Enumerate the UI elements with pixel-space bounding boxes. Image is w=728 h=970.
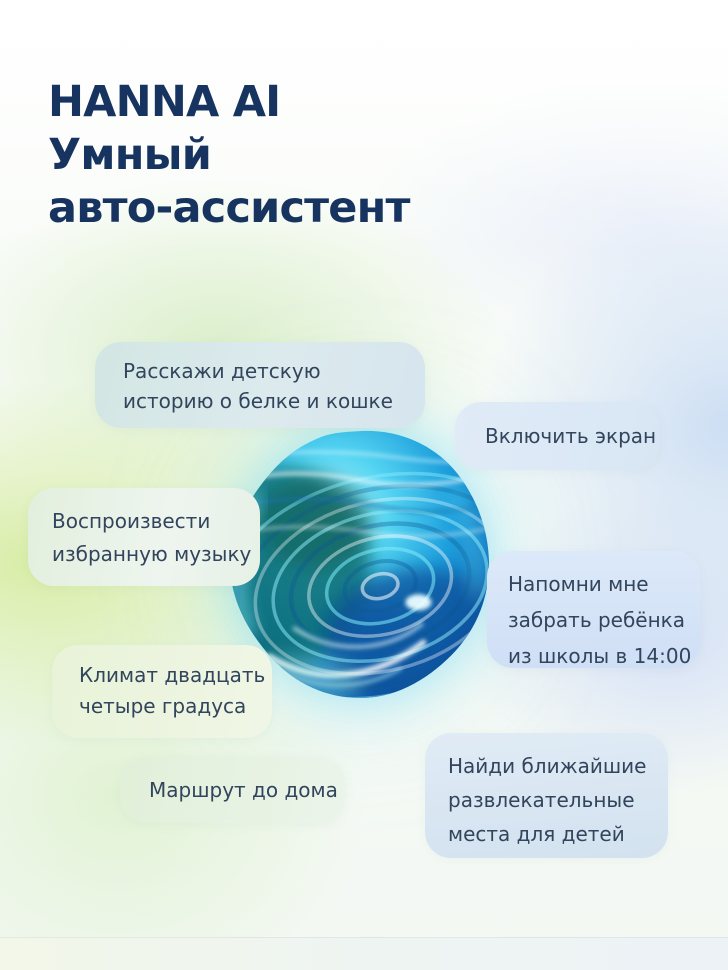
- voice-command-bubble-climate-24: [52, 645, 272, 738]
- title-line-smart: Умный: [48, 130, 212, 180]
- bubble-text-line: Напомни мне: [508, 572, 649, 596]
- title-line-assistant: авто-ассистент: [48, 183, 410, 233]
- bubble-text-line: Включить экран: [485, 424, 657, 448]
- bubble-text-line: Климат двадцать: [79, 663, 266, 687]
- footer-strip: [0, 937, 728, 970]
- voice-command-bubble-remind-pickup: [487, 551, 700, 668]
- bubble-text-line: Найди ближайшие: [448, 754, 647, 778]
- bubble-text-line: избранную музыку: [52, 542, 252, 566]
- bubble-text-line: развлекательные: [448, 788, 635, 812]
- bubble-text-line: из школы в 14:00: [508, 644, 692, 668]
- voice-command-bubble-route-home: [120, 757, 345, 823]
- bubble-text-line: Маршрут до дома: [149, 778, 338, 802]
- title-line-brand: HANNA AI: [48, 77, 281, 127]
- bubble-text-line: забрать ребёнка: [508, 608, 686, 632]
- bubble-text-line: места для детей: [448, 822, 625, 846]
- bubble-text-line: четыре градуса: [79, 694, 247, 718]
- bubble-text-line: Воспроизвести: [52, 509, 211, 533]
- bubble-text-line: Расскажи детскую: [123, 359, 321, 383]
- voice-command-bubble-play-favorites: [28, 488, 260, 586]
- bubble-text-line: историю о белке и кошке: [123, 389, 393, 413]
- voice-command-bubble-turn-on-screen: [455, 402, 660, 470]
- voice-command-bubble-find-kids-places: [425, 733, 668, 858]
- title-block: [48, 76, 410, 235]
- voice-command-bubble-tell-kids-story: [95, 342, 425, 428]
